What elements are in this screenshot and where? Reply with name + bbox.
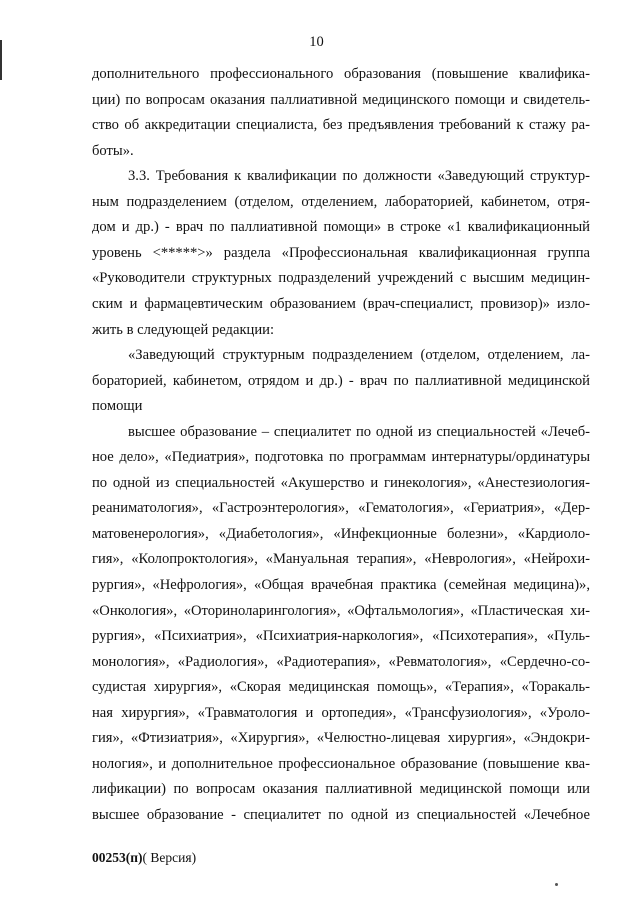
text-line: дополнительного профессионального образования (повышение квалифика- [92,66,590,82]
text-line: ная хирургия», «Травматология и ортопедия», «Трансфузиология», «Уроло- [92,704,590,721]
text-line: по одной из специальностей «Акушерство и гинекология», «Анестезиология- [92,474,590,491]
text-line: гия», «Фтизиатрия», «Хирургия», «Челюстно-лицевая хирургия», «Эндокри- [92,730,590,747]
text-line: 3.3. Требования к квалификации по должности «Заведующий структур- [128,168,590,185]
text-line: жить в следующей редакции: [92,321,275,338]
text-line: ным подразделением (отделом, отделением, лабораторией, кабинетом, отря- [92,193,590,210]
text-line: «Заведующий структурным подразделением (отделом, отделением, ла- [128,347,590,364]
footer-version: ( Версия) [142,850,197,865]
text-line: гия», «Колопроктология», «Мануальная терапия», «Неврология», «Нейрохи- [92,551,590,568]
text-line: рургия», «Психиатрия», «Психиатрия-наркология», «Психотерапия», «Пуль- [92,628,590,645]
text-line: бораторией, кабинетом, отрядом и др.) - врач по паллиативной медицинской [92,372,590,389]
text-line: реаниматология», «Гастроэнтерология», «Гематология», «Гериатрия», «Дер- [92,500,590,517]
document-footer [92,849,196,867]
text-line: «Онкология», «Оториноларингология», «Офтальмология», «Пластическая хи- [92,602,590,619]
text-line: ное дело», «Педиатрия», подготовка по программам интернатуры/ординатуры [92,449,590,466]
page-number: 10 [309,34,324,50]
text-line: уровень <*****>» раздела «Профессиональная квалификационная группа [92,244,590,261]
text-line: судистая хирургия», «Скорая медицинская помощь», «Терапия», «Торакаль- [92,679,590,696]
text-line: помощи [92,398,143,415]
text-line: нология», и дополнительное профессиональное образование (повышение ква- [92,755,590,772]
text-line: «Руководители структурных подразделений учреждений с высшим медицин- [92,270,590,287]
text-line: рургия», «Нефрология», «Общая врачебная практика (семейная медицина)», [92,577,590,593]
text-line: ским и фармацевтическим образованием (врач-специалист, провизор)» изло- [92,295,590,312]
text-line: высшее образование – специалитет по одной из специальностей «Лечеб- [128,423,590,440]
text-line: дом и др.) - врач по паллиативной помощи» в строке «1 квалификационный [92,219,590,236]
text-line: лификации) по вопросам оказания паллиативной медицинской помощи или [92,781,590,798]
text-line: высшее образование - специалитет по одной из специальностей «Лечебное [92,806,590,823]
text-line: боты». [92,142,134,159]
text-line: ство об аккредитации специалиста, без предъявления требований к стажу ра- [92,117,590,134]
text-line: матовенерология», «Диабетология», «Инфекционные болезни», «Кардиоло- [92,525,590,542]
text-line: монология», «Радиология», «Радиотерапия», «Ревматология», «Сердечно-со- [92,653,590,670]
scan-speck [555,883,558,886]
footer-code: 00253(п) [92,850,143,865]
text-line: ции) по вопросам оказания паллиативной медицинского помощи и свидетель- [92,91,590,108]
